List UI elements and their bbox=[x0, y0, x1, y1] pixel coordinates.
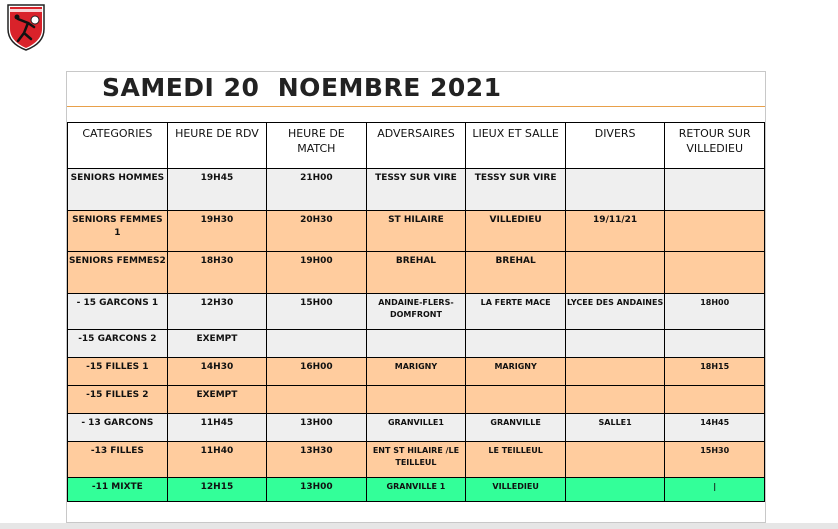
cell-rdv: 19H30 bbox=[167, 211, 266, 252]
cell-lieu: TESSY SUR VIRE bbox=[466, 169, 566, 211]
cell-retour bbox=[665, 169, 765, 211]
cell-category: -13 FILLES bbox=[68, 442, 168, 478]
cell-rdv: 19H45 bbox=[167, 169, 266, 211]
cell-rdv: 12H15 bbox=[167, 478, 266, 502]
table-row bbox=[68, 330, 765, 358]
header-heure-rdv: HEURE DE RDV bbox=[167, 123, 266, 169]
cell-rdv: 18H30 bbox=[167, 252, 266, 294]
cell-adversaire: ST HILAIRE bbox=[366, 211, 466, 252]
cell-match: 13H00 bbox=[267, 478, 366, 502]
cell-category: SENIORS HOMMES bbox=[68, 169, 168, 211]
header-categories: CATEGORIES bbox=[68, 123, 168, 169]
title-divider bbox=[67, 106, 765, 107]
cell-adversaire bbox=[366, 386, 466, 414]
header-divers: DIVERS bbox=[565, 123, 664, 169]
schedule-sheet bbox=[66, 71, 766, 523]
cell-retour: 14H45 bbox=[665, 414, 765, 442]
cell-adversaire: ANDAINE-FLERS-DOMFRONT bbox=[366, 294, 466, 330]
table-row bbox=[68, 358, 765, 386]
cell-divers bbox=[565, 478, 664, 502]
cell-rdv: 11H45 bbox=[167, 414, 266, 442]
table-row bbox=[68, 386, 765, 414]
cell-match: 20H30 bbox=[267, 211, 366, 252]
cell-category: SENIORS FEMMES2 bbox=[68, 252, 168, 294]
page-title: SAMEDI 20 NOEMBRE 2021 bbox=[102, 73, 502, 102]
table-row bbox=[68, 169, 765, 211]
cell-divers bbox=[565, 442, 664, 478]
cell-match: 16H00 bbox=[267, 358, 366, 386]
header-adversaires: ADVERSAIRES bbox=[366, 123, 466, 169]
cell-rdv: 14H30 bbox=[167, 358, 266, 386]
cell-lieu bbox=[466, 386, 566, 414]
cell-lieu: BREHAL bbox=[466, 252, 566, 294]
table-row bbox=[68, 414, 765, 442]
handball-club-logo-icon bbox=[4, 3, 48, 51]
cell-retour bbox=[665, 211, 765, 252]
cell-category: -15 FILLES 1 bbox=[68, 358, 168, 386]
table-row bbox=[68, 252, 765, 294]
header-retour: RETOUR SUR VILLEDIEU bbox=[665, 123, 765, 169]
cell-retour: 18H15 bbox=[665, 358, 765, 386]
cell-adversaire bbox=[366, 330, 466, 358]
cell-match: 15H00 bbox=[267, 294, 366, 330]
cell-retour: 18H00 bbox=[665, 294, 765, 330]
cell-retour: 15H30 bbox=[665, 442, 765, 478]
cell-retour: | bbox=[665, 478, 765, 502]
table-row bbox=[68, 294, 765, 330]
cell-rdv: 12H30 bbox=[167, 294, 266, 330]
header-lieux-salle: LIEUX ET SALLE bbox=[466, 123, 566, 169]
cell-rdv: EXEMPT bbox=[167, 330, 266, 358]
cell-divers bbox=[565, 386, 664, 414]
cell-retour bbox=[665, 386, 765, 414]
cell-adversaire: MARIGNY bbox=[366, 358, 466, 386]
cell-category: - 13 GARCONS bbox=[68, 414, 168, 442]
header-heure-match: HEURE DE MATCH bbox=[267, 123, 366, 169]
cell-divers bbox=[565, 358, 664, 386]
cell-match: 21H00 bbox=[267, 169, 366, 211]
cell-divers: LYCEE DES ANDAINES bbox=[565, 294, 664, 330]
cell-lieu: VILLEDIEU bbox=[466, 211, 566, 252]
cell-lieu: VILLEDIEU bbox=[466, 478, 566, 502]
cell-divers bbox=[565, 252, 664, 294]
cell-adversaire: BREHAL bbox=[366, 252, 466, 294]
cell-lieu bbox=[466, 330, 566, 358]
cell-rdv: EXEMPT bbox=[167, 386, 266, 414]
cell-adversaire: GRANVILLE1 bbox=[366, 414, 466, 442]
cell-divers: SALLE1 bbox=[565, 414, 664, 442]
cell-match: 19H00 bbox=[267, 252, 366, 294]
cell-retour bbox=[665, 330, 765, 358]
cell-divers: 19/11/21 bbox=[565, 211, 664, 252]
cell-lieu: GRANVILLE bbox=[466, 414, 566, 442]
cell-match bbox=[267, 330, 366, 358]
cell-category: - 15 GARCONS 1 bbox=[68, 294, 168, 330]
cell-match: 13H30 bbox=[267, 442, 366, 478]
table-header-row bbox=[68, 123, 765, 169]
cell-match bbox=[267, 386, 366, 414]
cell-category: -11 MIXTE bbox=[68, 478, 168, 502]
cell-match: 13H00 bbox=[267, 414, 366, 442]
table-row bbox=[68, 211, 765, 252]
cell-category: SENIORS FEMMES 1 bbox=[68, 211, 168, 252]
table-row bbox=[68, 442, 765, 478]
cell-lieu: MARIGNY bbox=[466, 358, 566, 386]
page-bottom-edge bbox=[0, 523, 838, 529]
cell-divers bbox=[565, 330, 664, 358]
cell-adversaire: ENT ST HILAIRE /LE TEILLEUL bbox=[366, 442, 466, 478]
cell-lieu: LA FERTE MACE bbox=[466, 294, 566, 330]
cell-retour bbox=[665, 252, 765, 294]
cell-category: -15 GARCONS 2 bbox=[68, 330, 168, 358]
cell-adversaire: GRANVILLE 1 bbox=[366, 478, 466, 502]
cell-divers bbox=[565, 169, 664, 211]
cell-category: -15 FILLES 2 bbox=[68, 386, 168, 414]
cell-adversaire: TESSY SUR VIRE bbox=[366, 169, 466, 211]
cell-rdv: 11H40 bbox=[167, 442, 266, 478]
cell-lieu: LE TEILLEUL bbox=[466, 442, 566, 478]
table-row bbox=[68, 478, 765, 502]
schedule-table bbox=[67, 122, 765, 502]
